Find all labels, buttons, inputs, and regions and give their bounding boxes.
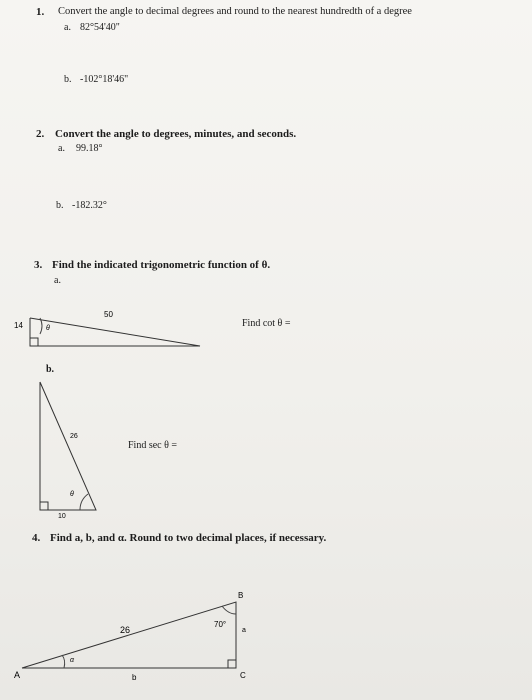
q3-number: 3. [34,259,43,271]
q3a-label: a. [54,275,61,286]
q4-number: 4. [32,532,41,544]
q1b-label: b. [64,74,72,85]
fig3a-angle-theta: θ [46,325,50,332]
fig4-angle-b: 70° [214,620,227,629]
q1b-value: -102°18'46" [80,74,129,85]
q1-prompt: Convert the angle to decimal degrees and round to the nearest hundredth of a degree [58,6,412,17]
fig3a-hyp-50: 50 [104,310,113,319]
figure-4-triangle [22,602,236,668]
q4-prompt: Find a, b, and α. Round to two decimal places, if necessary. [50,532,327,544]
q1-number: 1. [36,6,45,18]
fig3b-base-10: 10 [58,513,66,520]
figure-3a-triangle [30,318,200,346]
fig4-side-b: b [132,673,137,682]
fig3b-hyp-26: 26 [70,433,78,440]
fig4-vertex-b: B [238,591,244,600]
q2-number: 2. [36,128,45,140]
q3a-find: Find cot θ = [242,318,291,329]
fig3a-side-14: 14 [14,321,23,330]
q3b-find: Find sec θ = [128,440,178,451]
fig4-angle-alpha: α [70,657,74,664]
q2b-label: b. [56,200,64,211]
fig4-angle-b-arc [222,606,236,614]
fig4-vertex-a: A [14,670,21,680]
fig4-alpha-arc [62,655,65,668]
figure-3b-triangle [40,382,96,510]
q2a-value: 99.18° [76,143,103,154]
fig4-vertex-c: C [240,671,246,680]
q3b-label: b. [46,364,55,375]
q1a-label: a. [64,22,71,33]
q3-prompt: Find the indicated trigonometric function of θ. [52,259,271,271]
fig4-side-a: a [242,627,246,634]
q2b-value: -182.32° [72,200,107,211]
q2-prompt: Convert the angle to degrees, minutes, and seconds. [55,128,297,140]
fig4-hyp-26: 26 [120,625,131,635]
q2a-label: a. [58,143,65,154]
fig3b-angle-arc [80,494,88,510]
fig3b-angle-theta: θ [70,491,74,498]
q1a-value: 82°54'40" [80,22,120,33]
